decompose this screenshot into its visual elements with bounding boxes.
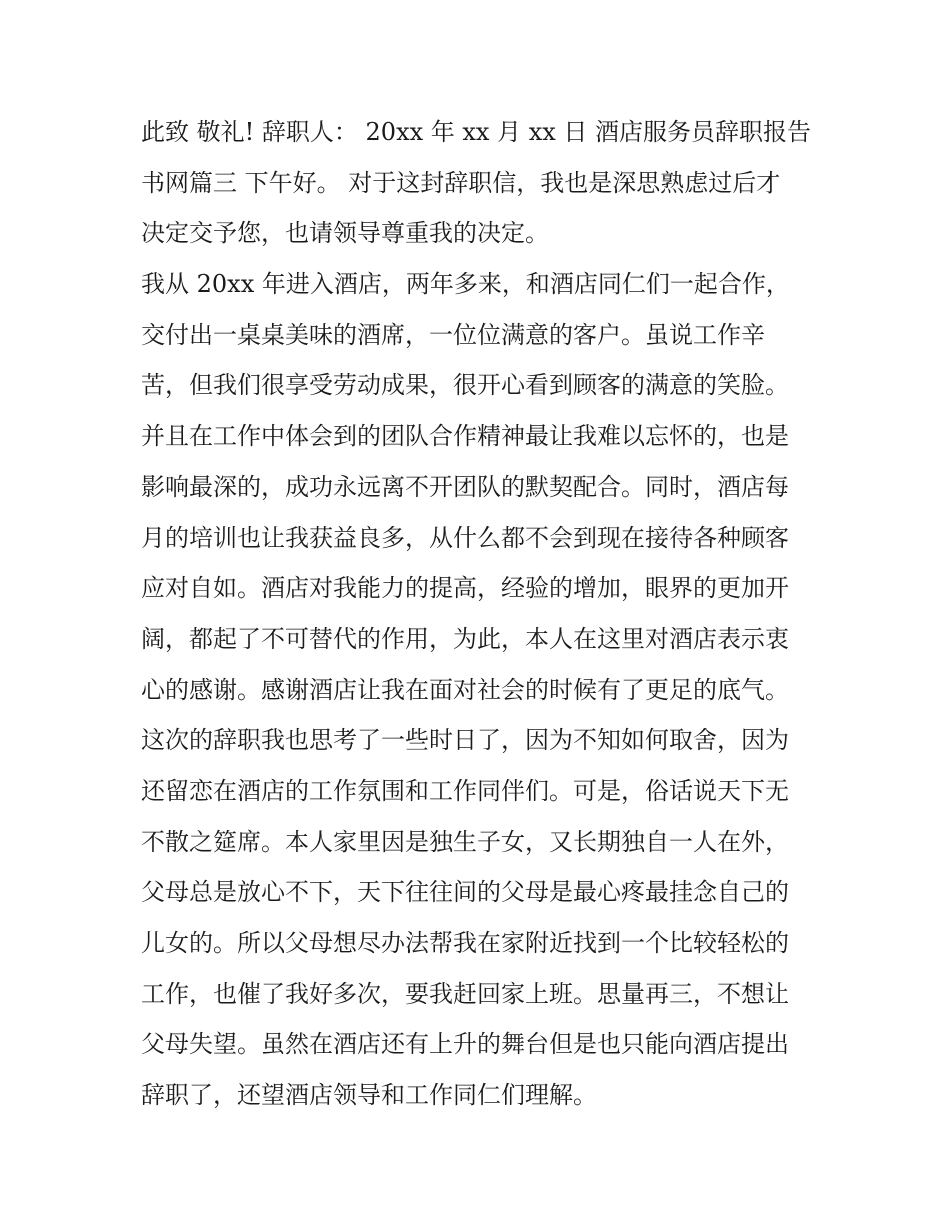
- text-line: 我从 20xx 年进入酒店，两年多来，和酒店同仁们一起合作，: [141, 270, 790, 299]
- text-line: 此致 敬礼! 辞职人： 20xx 年 xx 月 xx 日 酒店服务员辞职报告: [141, 118, 812, 146]
- text-line: 苦，但我们很享受劳动成果，很开心看到顾客的满意的笑脸。: [141, 371, 789, 400]
- text-line: 工作，也催了我好多次，要我赶回家上班。思量再三，不想让: [141, 979, 789, 1008]
- text-line: 儿女的。所以父母想尽办法帮我在家附近找到一个比较轻松的: [141, 929, 789, 957]
- text-line: 应对自如。酒店对我能力的提高，经验的增加，眼界的更加开: [141, 574, 789, 603]
- text-line: 书网篇三 下午好。 对于这封辞职信，我也是深思熟虑过后才: [141, 168, 781, 197]
- text-line: 影响最深的，成功永远离不开团队的默契配合。同时，酒店每: [141, 472, 789, 501]
- text-line: 交付出一桌桌美味的酒席，一位位满意的客户。虽说工作辛: [141, 320, 765, 349]
- text-line: 阔，都起了不可替代的作用，为此，本人在这里对酒店表示衷: [141, 624, 789, 653]
- text-line: 父母失望。虽然在酒店还有上升的舞台但是也只能向酒店提出: [141, 1030, 789, 1059]
- text-line: 决定交予您，也请领导尊重我的决定。: [141, 219, 549, 248]
- text-line: 父母总是放心不下，天下往往间的父母是最心疼最挂念自己的: [141, 878, 789, 907]
- text-line: 不散之筵席。本人家里因是独生子女，又长期独自一人在外，: [141, 827, 789, 856]
- text-line: 辞职了，还望酒店领导和工作同仁们理解。: [141, 1081, 597, 1110]
- text-line: 心的感谢。感谢酒店让我在面对社会的时候有了更足的底气。: [141, 675, 789, 704]
- text-line: 月的培训也让我获益良多，从什么都不会到现在接待各种顾客: [141, 523, 789, 552]
- text-line: 还留恋在酒店的工作氛围和工作同伴们。可是，俗话说天下无: [141, 776, 789, 805]
- body-text: [141, 107, 821, 1121]
- text-line: 这次的辞职我也思考了一些时日了，因为不知如何取舍，因为: [141, 726, 789, 755]
- text-line: 并且在工作中体会到的团队合作精神最让我难以忘怀的，也是: [141, 422, 789, 451]
